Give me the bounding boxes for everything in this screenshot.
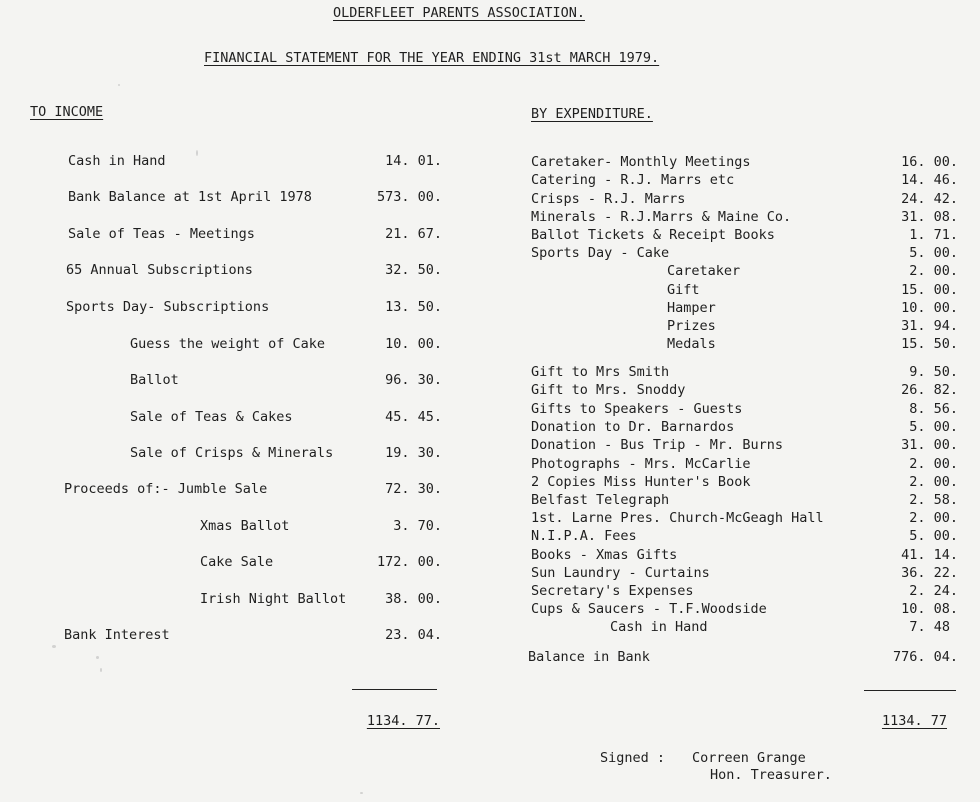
document-title: OLDERFLEET PARENTS ASSOCIATION. (333, 5, 585, 21)
expenditure-label: Belfast Telegraph (531, 492, 670, 508)
income-label: Sale of Crisps & Minerals (130, 445, 334, 461)
income-amount: 45. 45. (385, 409, 442, 425)
expenditure-label: Donation to Dr. Barnardos (531, 419, 735, 435)
expenditure-label: Ballot Tickets & Receipt Books (531, 227, 775, 243)
expenditure-amount: 14. 46. (901, 172, 958, 188)
expenditure-amount: 5. 00. (909, 245, 958, 261)
expenditure-amount: 2. 24. (909, 583, 958, 599)
income-amount: 172. 00. (376, 554, 442, 570)
expenditure-amount: 36. 22. (901, 565, 958, 581)
expenditure-amount: 31. 00. (901, 437, 958, 453)
expenditure-label: Photographs - Mrs. McCarlie (531, 456, 751, 472)
scan-speck (96, 656, 99, 659)
scan-speck (100, 668, 102, 672)
expenditure-amount: 2. 00. (909, 456, 958, 472)
income-amount: 10. 00. (385, 336, 442, 352)
expenditure-total-rule (864, 690, 956, 691)
expenditure-amount: 776. 04. (892, 649, 958, 665)
expenditure-label: Catering - R.J. Marrs etc (531, 172, 735, 188)
income-amount: 32. 50. (385, 262, 442, 278)
income-amount: 96. 30. (385, 372, 442, 388)
income-label: Guess the weight of Cake (130, 336, 326, 352)
income-label: Sports Day- Subscriptions (66, 299, 270, 315)
expenditure-amount: 9. 50. (909, 364, 958, 380)
income-total-rule (352, 689, 437, 690)
income-amount: 19. 30. (385, 445, 442, 461)
expenditure-label: 1st. Larne Pres. Church-McGeagh Hall (531, 510, 824, 526)
expenditure-label: Minerals - R.J.Marrs & Maine Co. (531, 209, 792, 225)
expenditure-amount: 41. 14. (901, 547, 958, 563)
income-label: 65 Annual Subscriptions (66, 262, 253, 278)
expenditure-label: Gift to Mrs Smith (531, 364, 670, 380)
scan-speck (196, 150, 198, 156)
income-amount: 573. 00. (376, 189, 442, 205)
income-heading: TO INCOME (30, 104, 104, 120)
expenditure-label: Cups & Saucers - T.F.Woodside (531, 601, 767, 617)
expenditure-label: Balance in Bank (528, 649, 650, 665)
income-label: Bank Interest (64, 627, 170, 643)
expenditure-amount: 8. 56. (909, 401, 958, 417)
income-label: Xmas Ballot (200, 518, 290, 534)
expenditure-label: Medals (667, 336, 716, 352)
income-label: Proceeds of:- Jumble Sale (64, 481, 268, 497)
expenditure-label: Crisps - R.J. Marrs (531, 191, 686, 207)
expenditure-amount: 26. 82. (901, 382, 958, 398)
expenditure-amount: 15. 00. (901, 282, 958, 298)
expenditure-amount: 24. 42. (901, 191, 958, 207)
expenditure-heading: BY EXPENDITURE. (531, 106, 653, 122)
expenditure-label: Sports Day - Cake (531, 245, 670, 261)
expenditure-amount: 10. 00. (901, 300, 958, 316)
expenditure-amount: 31. 94. (901, 318, 958, 334)
income-label: Sale of Teas - Meetings (68, 226, 255, 242)
expenditure-label: Donation - Bus Trip - Mr. Burns (531, 437, 783, 453)
signatory-role: Hon. Treasurer. (710, 767, 832, 783)
expenditure-amount: 5. 00. (909, 528, 958, 544)
expenditure-label: 2 Copies Miss Hunter's Book (531, 474, 751, 490)
expenditure-amount: 1. 71. (909, 227, 958, 243)
income-label: Bank Balance at 1st April 1978 (68, 189, 312, 205)
income-amount: 23. 04. (385, 627, 442, 643)
expenditure-label: Secretary's Expenses (531, 583, 694, 599)
expenditure-label: Caretaker (667, 263, 741, 279)
expenditure-label: N.I.P.A. Fees (531, 528, 637, 544)
income-amount: 3. 70. (393, 518, 442, 534)
expenditure-label: Books - Xmas Gifts (531, 547, 678, 563)
income-label: Sale of Teas & Cakes (130, 409, 293, 425)
signatory-name: Correen Grange (692, 750, 806, 766)
expenditure-label: Hamper (667, 300, 716, 316)
expenditure-total: 1134. 77 (881, 713, 947, 729)
expenditure-amount: 2. 00. (909, 474, 958, 490)
scan-speck (52, 645, 56, 648)
scan-speck (118, 84, 120, 86)
expenditure-amount: 10. 08. (901, 601, 958, 617)
income-label: Cake Sale (200, 554, 274, 570)
income-amount: 21. 67. (385, 226, 442, 242)
income-amount: 72. 30. (385, 481, 442, 497)
expenditure-label: Gift (667, 282, 700, 298)
income-amount: 38. 00. (385, 591, 442, 607)
income-amount: 14. 01. (385, 153, 442, 169)
expenditure-label: Caretaker- Monthly Meetings (531, 154, 751, 170)
expenditure-amount: 2. 00. (909, 510, 958, 526)
expenditure-amount: 16. 00. (901, 154, 958, 170)
scan-speck (360, 792, 363, 794)
signed-label: Signed : (600, 750, 666, 766)
income-amount: 13. 50. (385, 299, 442, 315)
income-total: 1134. 77. (366, 713, 440, 729)
expenditure-label: Gift to Mrs. Snoddy (531, 382, 686, 398)
income-label: Irish Night Ballot (200, 591, 347, 607)
expenditure-label: Cash in Hand (610, 619, 708, 635)
income-label: Cash in Hand (68, 153, 166, 169)
expenditure-amount: 15. 50. (901, 336, 958, 352)
expenditure-amount: 31. 08. (901, 209, 958, 225)
income-label: Ballot (130, 372, 179, 388)
expenditure-label: Gifts to Speakers - Guests (531, 401, 743, 417)
document-subtitle: FINANCIAL STATEMENT FOR THE YEAR ENDING 31st MARCH 1979. (204, 50, 660, 66)
expenditure-label: Prizes (667, 318, 716, 334)
expenditure-amount: 2. 58. (909, 492, 958, 508)
expenditure-amount: 5. 00. (909, 419, 958, 435)
expenditure-amount: 7. 48 (909, 619, 950, 635)
expenditure-amount: 2. 00. (909, 263, 958, 279)
expenditure-label: Sun Laundry - Curtains (531, 565, 710, 581)
